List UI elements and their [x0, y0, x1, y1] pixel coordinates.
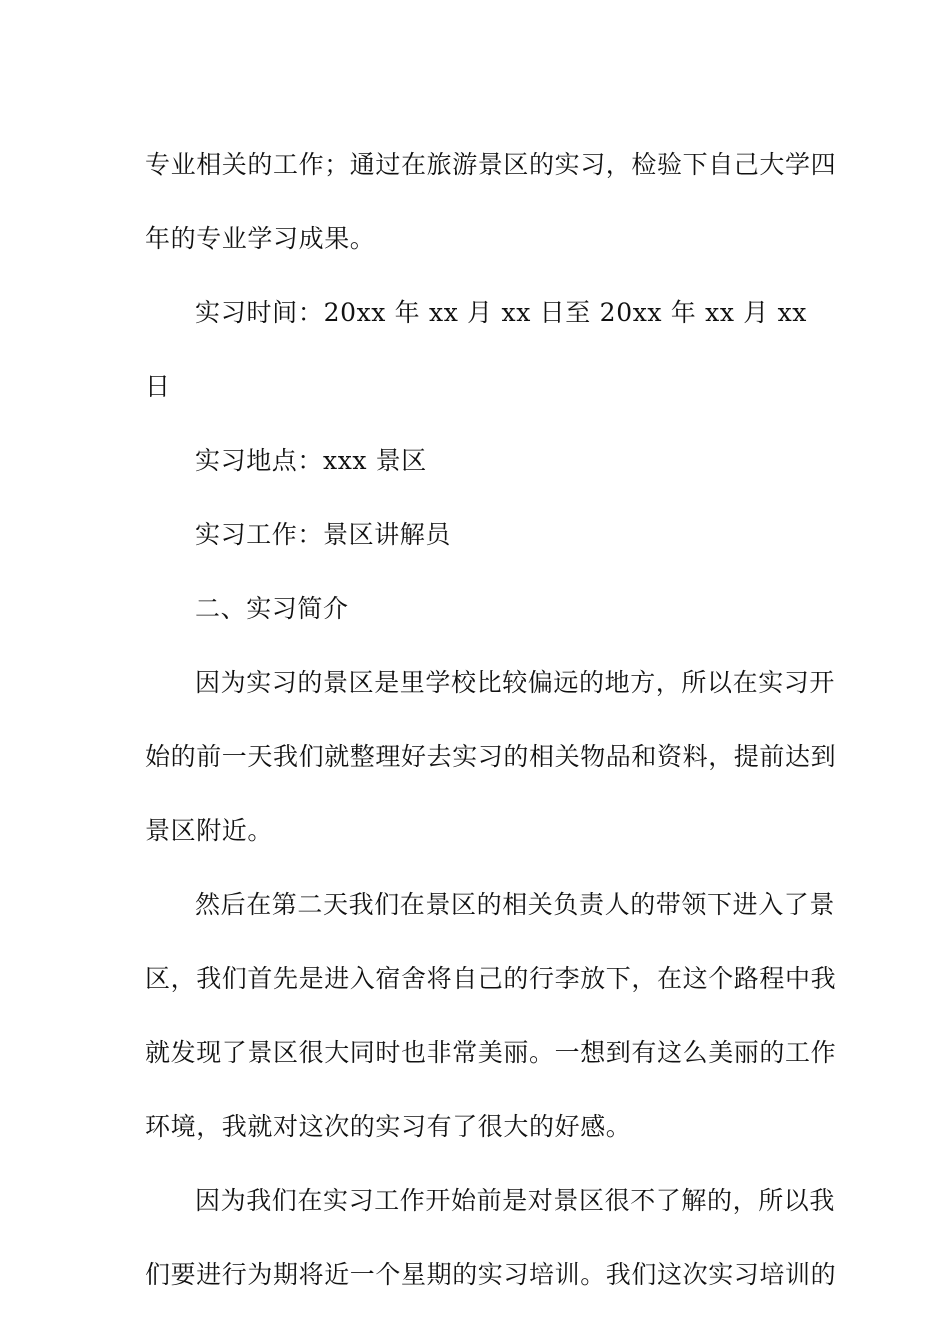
text-line: 始的前一天我们就整理好去实习的相关物品和资料，提前达到 [145, 742, 837, 771]
section-heading: 二、实习简介 [195, 594, 349, 623]
paragraph-intro [145, 646, 837, 868]
text-line: 们要进行为期将近一个星期的实习培训。我们这次实习培训的 [145, 1260, 837, 1289]
text-line: 然后在第二天我们在景区的相关负责人的带领下进入了景 [195, 890, 836, 919]
internship-time: 实习时间：20xx 年 xx 月 xx 日至 20xx 年 xx 月 xx 日 [145, 298, 807, 401]
paragraph-arrival [145, 868, 837, 1164]
text-line: 景区附近。 [145, 816, 274, 845]
text-line: 环境，我就对这次的实习有了很大的好感。 [145, 1112, 632, 1141]
internship-place: 实习地点：xxx 景区 [195, 446, 427, 475]
paragraph-training [145, 1164, 837, 1312]
paragraph-continuation [145, 128, 837, 276]
text-line: 年的专业学习成果。 [145, 224, 376, 253]
text-line: 区，我们首先是进入宿舍将自己的行李放下，在这个路程中我 [145, 964, 837, 993]
internship-job: 实习工作：景区讲解员 [195, 520, 452, 549]
document-body [145, 128, 837, 1312]
text-line: 因为我们在实习工作开始前是对景区很不了解的，所以我 [195, 1186, 836, 1215]
text-line: 因为实习的景区是里学校比较偏远的地方，所以在实习开 [195, 668, 836, 697]
text-line: 专业相关的工作；通过在旅游景区的实习，检验下自己大学四 [145, 150, 837, 179]
text-line: 就发现了景区很大同时也非常美丽。一想到有这么美丽的工作 [145, 1038, 837, 1067]
